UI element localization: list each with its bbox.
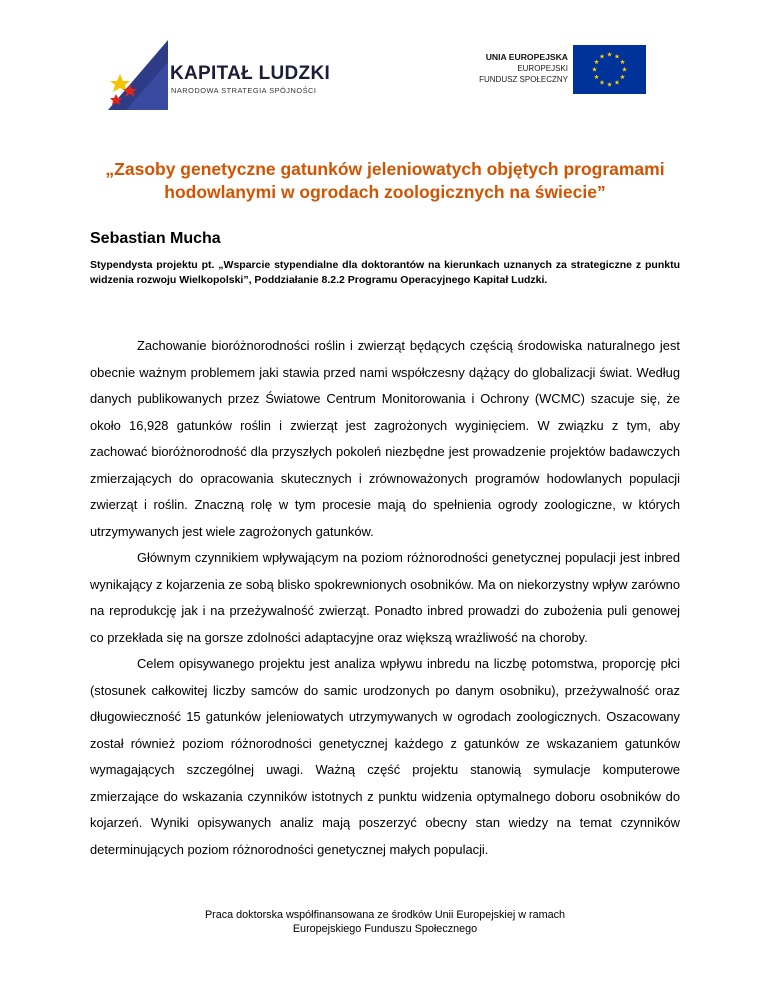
footer-line-1: Praca doktorska współfinansowana ze środków Unii Europejskiej w ramach xyxy=(204,909,566,921)
kapital-ludzki-subtitle: NARODOWA STRATEGIA SPÓJNOŚCI xyxy=(171,86,317,95)
kapital-ludzki-title: KAPITAŁ LUDZKI xyxy=(170,63,331,84)
page-footer xyxy=(90,908,680,936)
title-line-2: hodowlanymi w ogrodach zoologicznych na świecie” xyxy=(164,182,606,202)
document-body xyxy=(90,333,680,863)
eu-fund-label xyxy=(479,52,568,85)
eu-flag-icon xyxy=(573,45,646,94)
page-header xyxy=(0,0,768,120)
body-paragraph: Zachowanie bioróżnorodności roślin i zwierząt będących częścią środowiska naturalnego jest obecnie ważnym problemem jaki stawia przed nami współczesny dążący do globalizacji świat. Według danych publikowanych przez Światowe Centrum Monitorowania i Ochrony (WCMC) szacuje się, że około 16,928 gatunków roślin i zwierząt jest zagrożonych wyginięciem. W związku z tym, aby zachować bioróżnorodność dla przyszłych pokoleń niezbędne jest prowadzenie projektów badawczych zmierzających do opracowania skutecznych i zrównoważonych programów hodowlanych populacji zwierząt i roślin. Znaczną rolę w tym procesie mają do spełnienia ogrody zoologiczne, w których utrzymywanych jest wiele zagrożonych gatunków. xyxy=(90,338,680,539)
kapital-ludzki-logo xyxy=(108,40,168,110)
scholarship-note: Stypendysta projektu pt. „Wsparcie stypendialne dla doktorantów na kierunkach uznanych za strategiczne z punktu widzenia rozwoju Wielkopolski”, Poddziałanie 8.2.2 Programu Operacyjnego Kapitał Ludzki. xyxy=(90,259,680,287)
eu-union-label: UNIA EUROPEJSKA xyxy=(485,52,568,62)
star-icon xyxy=(124,50,146,71)
eu-fund-label-line3: FUNDUSZ SPOŁECZNY xyxy=(479,75,568,84)
title-line-1: „Zasoby genetyczne gatunków jeleniowatych objętych programami xyxy=(105,159,665,179)
author-name: Sebastian Mucha xyxy=(90,230,221,247)
document-title xyxy=(90,158,680,204)
body-paragraph: Głównym czynnikiem wpływającym na poziom różnorodności genetycznej populacji jest inbred wynikający z kojarzenia ze sobą blisko spokrewnionych osobników. Ma on niekorzystny wpływ zarówno na reprodukcję jak i na przeżywalność zwierząt. Ponadto inbred prowadzi do zubożenia puli genowej co przekłada się na gorsze zdolności adaptacyjne oraz większą wrażliwość na choroby. xyxy=(90,550,680,645)
eu-fund-label-line2: EUROPEJSKI xyxy=(517,64,568,73)
footer-line-2: Europejskiego Funduszu Społecznego xyxy=(292,923,478,935)
body-paragraph: Celem opisywanego projektu jest analiza wpływu inbredu na liczbę potomstwa, proporcję płci (stosunek całkowitej liczby samców do samic urodzonych po danym osobniku), przeżywalność oraz długowieczność 15 gatunków jeleniowatych utrzymywanych w ogrodach zoologicznych. Oszacowany został również poziom różnorodności genetycznej każdego z gatunków ze wskazaniem gatunków wymagających szczególnej uwagi. Ważną część projektu stanowią symulacje komputerowe zmierzające do wskazania czynników istotnych z punktu widzenia optymalnego doboru osobników do kojarzeń. Wyniki opisywanych analiz mają poszerzyć obecny stan wiedzy na temat czynników determinujących poziom różnorodności genetycznej małych populacji. xyxy=(90,656,680,857)
